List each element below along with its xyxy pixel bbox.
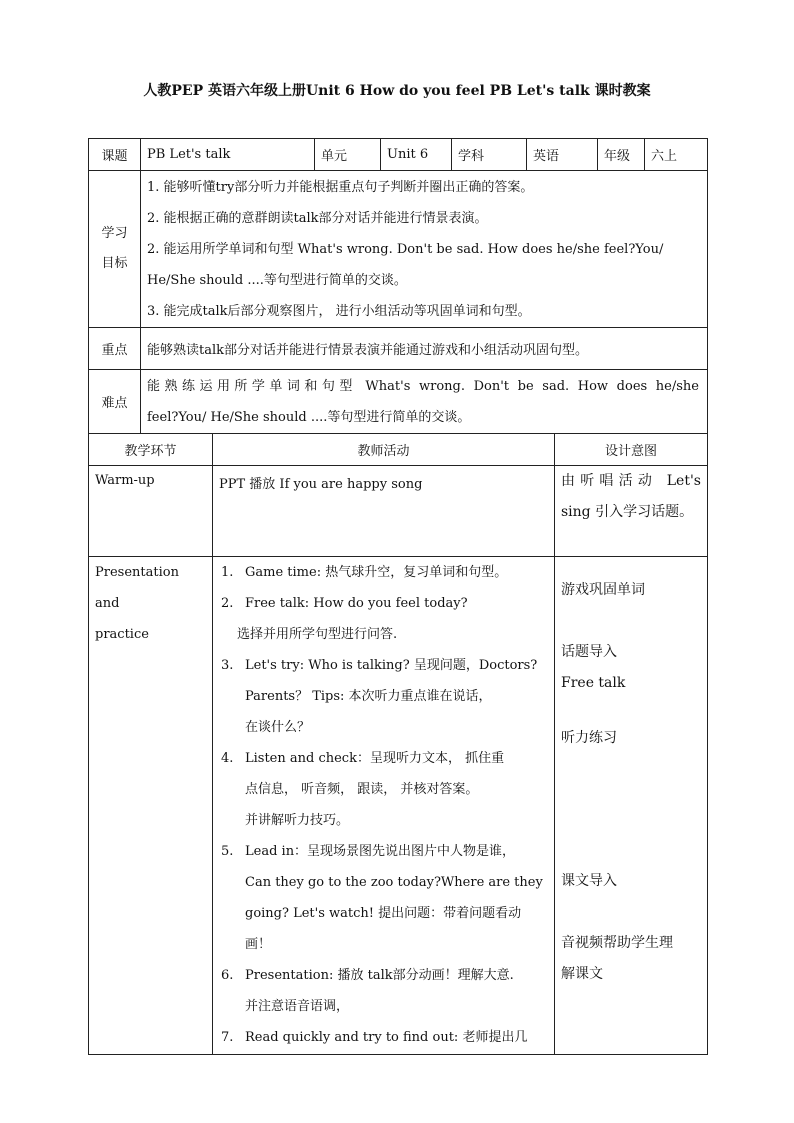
- step-body: [245, 557, 546, 588]
- topic-value: PB Let's talk: [141, 139, 315, 171]
- difficulty-line-1: 能熟练运用所学单词和句型 What's wrong. Don't be sad. How does he/she: [147, 378, 699, 394]
- goals-label-line-2: 目标: [101, 256, 128, 271]
- activity-step: [221, 557, 546, 588]
- step-number: 2.: [221, 596, 234, 611]
- topic-label: 课题: [89, 139, 141, 171]
- info-table: [88, 138, 708, 434]
- step-line: Let's try: Who is talking? 呈现问题，Doctors?: [245, 658, 538, 673]
- intent-av-1: 音视频帮助学生理: [561, 935, 673, 951]
- difficulty-content: [141, 370, 708, 434]
- presentation-stage: [89, 557, 213, 1055]
- step-number: 3.: [221, 658, 234, 673]
- presentation-intents: [555, 557, 708, 1055]
- plan-table: [88, 433, 708, 1055]
- activity-step: [221, 588, 546, 619]
- grade-value: 六上: [645, 139, 708, 171]
- intent-header: 设计意图: [555, 434, 708, 466]
- activity-step: [221, 743, 546, 836]
- warmup-stage: Warm-up: [89, 466, 213, 557]
- step-number: 4.: [221, 751, 234, 766]
- warmup-intent-line-2: sing 引入学习话题。: [561, 504, 694, 520]
- step-line: 并讲解听力技巧。: [245, 813, 350, 828]
- step-body: [245, 743, 546, 836]
- difficulty-label: 难点: [89, 370, 141, 434]
- goal-line: 3. 能完成talk后部分观察图片， 进行小组活动等巩固单词和句型。: [147, 303, 531, 319]
- difficulty-line-2: feel?You/ He/She should ....等句型进行简单的交谈。: [147, 409, 471, 425]
- step-line: 选择并用所学句型进行问答.: [237, 627, 398, 642]
- step-line: Game time: 热气球升空，复习单词和句型。: [245, 565, 508, 580]
- activity-step: [221, 960, 546, 1022]
- activity-step: [221, 836, 546, 960]
- intent-listening: 听力练习: [561, 730, 617, 746]
- step-body: [245, 1022, 546, 1053]
- step-line: 在谈什么？: [245, 720, 311, 735]
- step-line: 画！: [245, 937, 272, 952]
- step-body: [245, 836, 546, 960]
- step-number: 1.: [221, 565, 234, 580]
- step-body: [245, 588, 546, 619]
- goals-label: [89, 171, 141, 328]
- step-line: Free talk: How do you feel today?: [245, 596, 468, 611]
- unit-label: 单元: [315, 139, 381, 171]
- step-number: 7.: [221, 1030, 234, 1045]
- step-line: Parents？ Tips: 本次听力重点谁在说话，: [245, 689, 492, 704]
- step-body: [245, 960, 546, 1022]
- intent-game: 游戏巩固单词: [561, 582, 645, 598]
- step-line: Lead in：呈现场景图先说出图片中人物是谁，: [245, 844, 516, 859]
- step-body: [237, 619, 546, 650]
- activity-step: [221, 619, 546, 650]
- focus-label: 重点: [89, 328, 141, 370]
- step-line: Read quickly and try to find out: 老师提出几: [245, 1030, 528, 1045]
- step-line: Presentation: 播放 talk部分动画！理解大意.: [245, 968, 514, 983]
- intent-topic: 话题导入: [561, 644, 617, 660]
- step-body: [245, 650, 546, 743]
- teacher-header: 教师活动: [213, 434, 555, 466]
- goal-line: 2. 能根据正确的意群朗读talk部分对话并能进行情景表演。: [147, 210, 488, 226]
- goal-line: 1. 能够听懂try部分听力并能根据重点句子判断并圈出正确的答案。: [147, 179, 534, 195]
- goal-line: 2. 能运用所学单词和句型 What's wrong. Don't be sad. How does he/she feel?You/: [147, 241, 664, 257]
- step-line: Listen and check：呈现听力文本， 抓住重: [245, 751, 505, 766]
- focus-text: 能够熟读talk部分对话并能进行情景表演并能通过游戏和小组活动巩固句型。: [141, 328, 708, 370]
- activity-step: [221, 1022, 546, 1053]
- intent-free-talk: Free talk: [561, 675, 626, 691]
- warmup-intent-line-1: 由听唱活动 Let's: [561, 473, 701, 489]
- goals-label-line-1: 学习: [101, 226, 128, 241]
- presentation-stage-line-1: Presentation and: [95, 565, 179, 611]
- stage-header: 教学环节: [89, 434, 213, 466]
- subject-value: 英语: [527, 139, 598, 171]
- step-number: 6.: [221, 968, 234, 983]
- step-line: 并注意语音语调，: [245, 999, 350, 1014]
- step-line: Can they go to the zoo today?Where are they: [245, 875, 543, 890]
- subject-label: 学科: [452, 139, 527, 171]
- step-line: going? Let's watch! 提出问题：带着问题看动: [245, 906, 522, 921]
- warmup-activity: PPT 播放 If you are happy song: [213, 466, 555, 557]
- intent-lesson-intro: 课文导入: [561, 873, 617, 889]
- warmup-intent: [555, 466, 708, 557]
- unit-value: Unit 6: [381, 139, 452, 171]
- goals-content: [141, 171, 708, 328]
- step-number: [221, 619, 237, 650]
- goal-line: He/She should ....等句型进行简单的交谈。: [147, 272, 407, 288]
- step-number: 5.: [221, 844, 234, 859]
- intent-av-2: 解课文: [561, 966, 603, 982]
- document-title: 人教PEP 英语六年级上册Unit 6 How do you feel PB Let's talk 课时教案: [143, 83, 651, 99]
- step-line: 点信息， 听音频， 跟读， 并核对答案。: [245, 782, 479, 797]
- presentation-activities: [213, 557, 555, 1055]
- activity-step: [221, 650, 546, 743]
- grade-label: 年级: [598, 139, 645, 171]
- presentation-stage-line-2: practice: [95, 627, 149, 642]
